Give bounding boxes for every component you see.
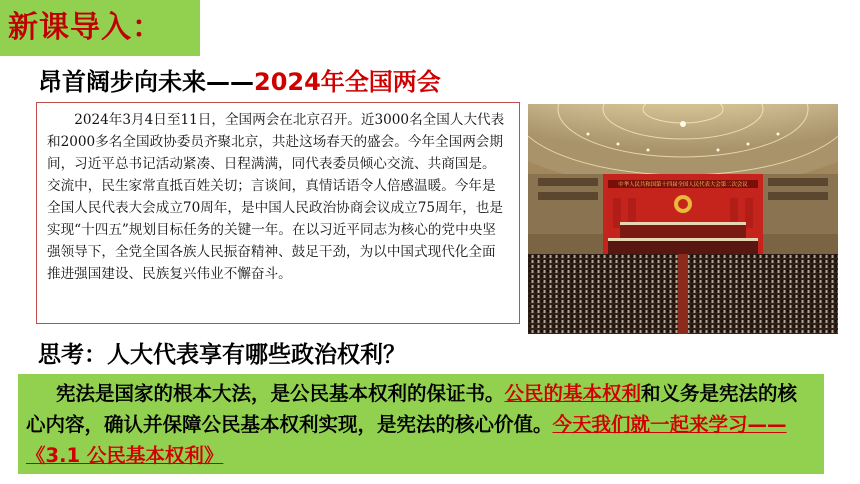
news-passage-box bbox=[36, 102, 520, 324]
intro-part3: 和义务是宪法的核心内容，确认并保障公民基本权利实现，是宪法的核心价值。 bbox=[26, 382, 798, 436]
assembly-banner-text: 中华人民共和国第十四届全国人民代表大会第二次会议 bbox=[618, 182, 748, 188]
news-passage-text: 2024年3月4日至11日，全国两会在北京召开。近3000名全国人大代表和2000多名全国政协委员齐聚北京，共赴这场春天的盛会。今年全国两会期间，习近平总书记活动紧凑、日程满满，同代表委员倾心交流、共商国是。交流中，民生家常直抵百姓关切；言谈间，真情话语令人倍感温暖。今年是全国人民代表大会成立70周年，是中国人民政治协商会议成立75周年，也是实现“十四五”规划目标任务的关键一年。在以习近平同志为核心的党中央坚强领导下，全党全国各族人民振奋精神、鼓足干劲，为以中国式现代化全面推进强国建设、民族复兴伟业不懈奋斗。 bbox=[47, 112, 505, 282]
headline-prefix: 昂首阔步向未来—— bbox=[38, 68, 254, 96]
assembly-hall-photo bbox=[528, 104, 838, 334]
lesson-intro-box bbox=[18, 374, 824, 474]
intro-lesson-title: 今天我们就一起来学习——《3.1 公民基本权利》 bbox=[26, 413, 787, 467]
intro-part1: 宪法是国家的根本大法，是公民基本权利的保证书。 bbox=[56, 382, 505, 405]
headline-highlight: 2024年全国两会 bbox=[254, 68, 441, 96]
assembly-hall-illustration bbox=[528, 104, 838, 334]
section-tag: 新课导入： bbox=[0, 0, 200, 56]
intro-highlight-rights: 公民的基本权利 bbox=[504, 382, 642, 405]
page-headline bbox=[38, 62, 441, 97]
thinking-question: 思考：人大代表享有哪些政治权利？ bbox=[38, 342, 406, 368]
